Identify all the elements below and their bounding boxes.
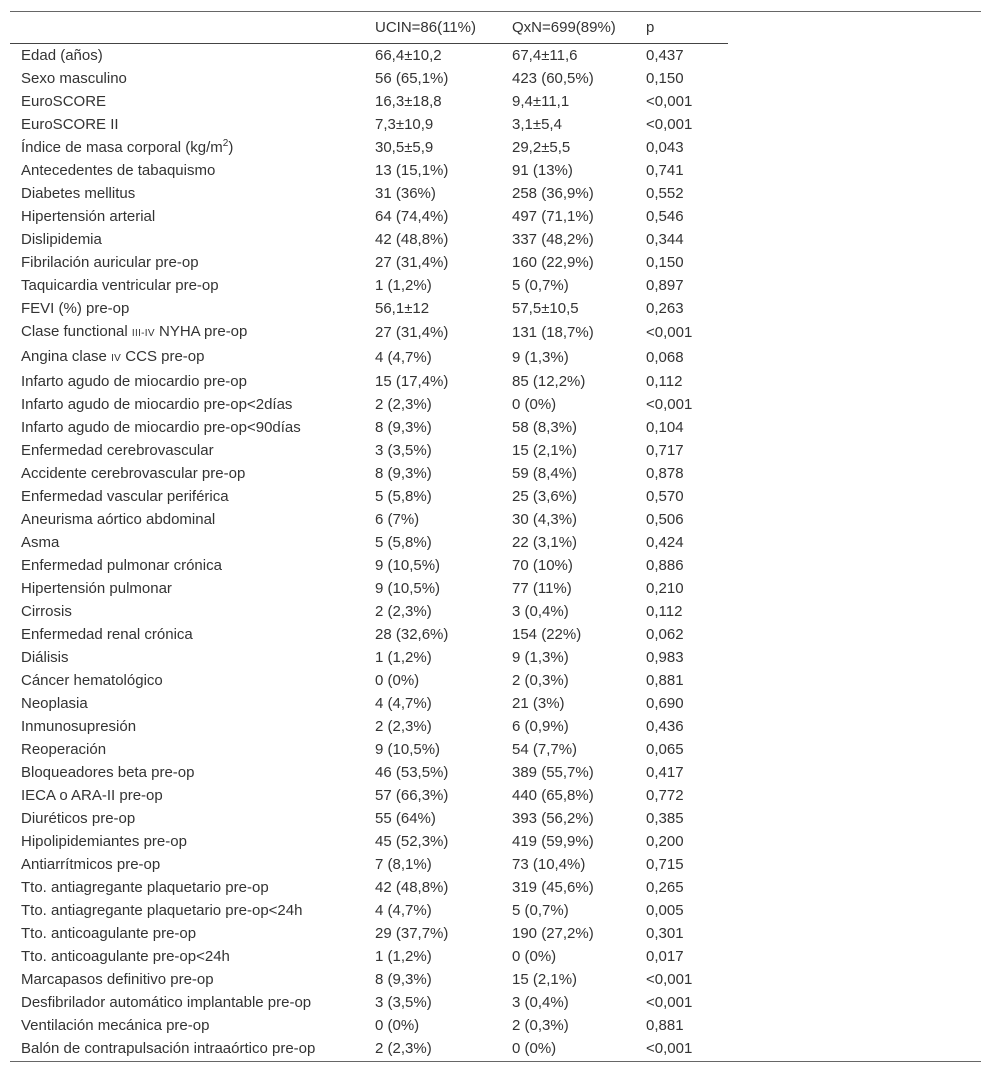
p-value: 0,437 (646, 47, 684, 64)
p-value: 0,717 (646, 442, 684, 459)
table-row (10, 784, 728, 807)
qxn-value: 393 (56,2%) (512, 810, 594, 827)
qxn-value: 15 (2,1%) (512, 971, 578, 988)
table-row (10, 1014, 728, 1037)
qxn-value: 190 (27,2%) (512, 925, 594, 942)
p-value: 0,881 (646, 1017, 684, 1034)
qxn-value: 0 (0%) (512, 396, 557, 413)
table-row (10, 761, 728, 784)
qxn-value: 258 (36,9%) (512, 185, 594, 202)
row-label-text: NYHA pre-op (154, 323, 248, 340)
table-row (10, 44, 728, 68)
table-row (10, 274, 728, 297)
ucin-value: 42 (48,8%) (375, 879, 449, 896)
p-value: <0,001 (646, 1040, 693, 1057)
header-qxn: QxN=699(89%) (512, 19, 616, 36)
row-label: Inmunosupresión (21, 718, 137, 735)
table-row (10, 320, 728, 345)
row-label: Antiarrítmicos pre-op (21, 856, 161, 873)
ucin-value: 27 (31,4%) (375, 254, 449, 271)
qxn-value: 29,2±5,5 (512, 139, 571, 156)
p-value: <0,001 (646, 116, 693, 133)
ucin-value: 5 (5,8%) (375, 488, 432, 505)
ucin-value: 4 (4,7%) (375, 902, 432, 919)
row-label: Enfermedad pulmonar crónica (21, 557, 222, 574)
ucin-value: 57 (66,3%) (375, 787, 449, 804)
row-label: Cirrosis (21, 603, 72, 620)
qxn-value: 25 (3,6%) (512, 488, 578, 505)
table-row (10, 715, 728, 738)
row-label-text: Angina clase (21, 348, 112, 365)
row-label: FEVI (%) pre-op (21, 300, 130, 317)
row-label: Tto. anticoagulante pre-op<24h (21, 948, 230, 965)
row-label: Fibrilación auricular pre-op (21, 254, 199, 271)
qxn-value: 0 (0%) (512, 948, 557, 965)
qxn-value: 67,4±11,6 (512, 47, 578, 64)
p-value: 0,436 (646, 718, 684, 735)
p-value: 0,112 (646, 373, 683, 390)
qxn-value: 0 (0%) (512, 1040, 557, 1057)
p-value: 0,570 (646, 488, 684, 505)
row-label: Infarto agudo de miocardio pre-op (21, 373, 247, 390)
table-row (10, 345, 728, 370)
p-value: 0,983 (646, 649, 684, 666)
p-value: 0,897 (646, 277, 684, 294)
table-body (10, 44, 728, 1061)
table-row (10, 370, 728, 393)
table-row (10, 485, 728, 508)
table-row (10, 182, 728, 205)
ucin-value: 46 (53,5%) (375, 764, 449, 781)
p-value: 0,005 (646, 902, 684, 919)
ucin-value: 9 (10,5%) (375, 580, 441, 597)
qxn-value: 2 (0,3%) (512, 1017, 569, 1034)
row-label-text: ) (228, 139, 234, 156)
row-label: Edad (años) (21, 47, 103, 64)
row-label: Tto. anticoagulante pre-op (21, 925, 197, 942)
p-value: 0,417 (646, 764, 684, 781)
ucin-value: 30,5±5,9 (375, 139, 434, 156)
row-label: Diálisis (21, 649, 69, 666)
row-label: Desfibrilador automático implantable pre-op (21, 994, 312, 1011)
row-label: Enfermedad renal crónica (21, 626, 193, 643)
table-row (10, 600, 728, 623)
header-ucin: UCIN=86(11%) (375, 19, 477, 36)
p-value: 0,150 (646, 254, 684, 271)
p-value: <0,001 (646, 971, 693, 988)
table-row (10, 113, 728, 136)
ucin-value: 8 (9,3%) (375, 971, 432, 988)
ucin-value: 0 (0%) (375, 1017, 420, 1034)
row-label: Bloqueadores beta pre-op (21, 764, 195, 781)
row-label: Enfermedad vascular periférica (21, 488, 229, 505)
ucin-value: 3 (3,5%) (375, 442, 432, 459)
p-value: 0,715 (646, 856, 684, 873)
p-value: 0,265 (646, 879, 684, 896)
table-row (10, 416, 728, 439)
qxn-value: 154 (22%) (512, 626, 582, 643)
row-label: Antecedentes de tabaquismo (21, 162, 216, 179)
qxn-value: 337 (48,2%) (512, 231, 594, 248)
ucin-value: 2 (2,3%) (375, 718, 432, 735)
ucin-value: 5 (5,8%) (375, 534, 432, 551)
row-label: Tto. antiagregante plaquetario pre-op (21, 879, 269, 896)
p-value: 0,546 (646, 208, 684, 225)
qxn-value: 77 (11%) (512, 580, 572, 597)
table-row (10, 462, 728, 485)
ucin-value: 31 (36%) (375, 185, 436, 202)
ucin-value: 27 (31,4%) (375, 324, 449, 341)
ucin-value: 1 (1,2%) (375, 948, 432, 965)
ucin-value: 8 (9,3%) (375, 419, 432, 436)
ucin-value: 1 (1,2%) (375, 649, 432, 666)
p-value: 0,741 (646, 162, 684, 179)
qxn-value: 3,1±5,4 (512, 116, 562, 133)
qxn-value: 85 (12,2%) (512, 373, 586, 390)
ucin-value: 42 (48,8%) (375, 231, 449, 248)
row-label: Reoperación (21, 741, 107, 758)
p-value: 0,506 (646, 511, 684, 528)
table-row (10, 853, 728, 876)
table-row (10, 991, 728, 1014)
table-row (10, 577, 728, 600)
qxn-value: 57,5±10,5 (512, 300, 579, 317)
ucin-value: 28 (32,6%) (375, 626, 449, 643)
table-row (10, 90, 728, 113)
p-value: 0,385 (646, 810, 684, 827)
row-label: EuroSCORE II (21, 116, 119, 133)
qxn-value: 9 (1,3%) (512, 649, 569, 666)
table-row (10, 136, 728, 159)
p-value: 0,068 (646, 349, 684, 366)
table-row (10, 531, 728, 554)
p-value: <0,001 (646, 324, 693, 341)
row-label-text: Clase functional (21, 323, 132, 340)
p-value: <0,001 (646, 396, 693, 413)
qxn-value: 2 (0,3%) (512, 672, 569, 689)
p-value: <0,001 (646, 994, 693, 1011)
table-row (10, 439, 728, 462)
row-label: Dislipidemia (21, 231, 102, 248)
table-row (10, 205, 728, 228)
p-value: 0,104 (646, 419, 684, 436)
p-value: 0,424 (646, 534, 684, 551)
ucin-value: 56,1±12 (375, 300, 430, 317)
qxn-value: 54 (7,7%) (512, 741, 578, 758)
table-row (10, 968, 728, 991)
row-label (10, 345, 375, 370)
row-label: Hipolipidemiantes pre-op (21, 833, 187, 850)
qxn-value: 30 (4,3%) (512, 511, 578, 528)
row-label: EuroSCORE (21, 93, 107, 110)
table-row (10, 669, 728, 692)
table-row (10, 807, 728, 830)
p-value: 0,112 (646, 603, 683, 620)
qxn-value: 59 (8,4%) (512, 465, 578, 482)
ucin-value: 29 (37,7%) (375, 925, 449, 942)
qxn-value: 131 (18,7%) (512, 324, 594, 341)
ucin-value: 45 (52,3%) (375, 833, 449, 850)
p-value: 0,344 (646, 231, 684, 248)
qxn-value: 440 (65,8%) (512, 787, 594, 804)
qxn-value: 423 (60,5%) (512, 70, 594, 87)
qxn-value: 58 (8,3%) (512, 419, 578, 436)
row-label: IECA o ARA-II pre-op (21, 787, 163, 804)
table-row (10, 623, 728, 646)
table-row (10, 738, 728, 761)
table-row (10, 1037, 728, 1060)
table-row (10, 508, 728, 531)
table-row (10, 297, 728, 320)
p-value: 0,552 (646, 185, 684, 202)
table-bottom-rule (10, 1061, 981, 1062)
qxn-value: 160 (22,9%) (512, 254, 594, 271)
ucin-value: 2 (2,3%) (375, 603, 432, 620)
qxn-value: 15 (2,1%) (512, 442, 578, 459)
ucin-value: 66,4±10,2 (375, 47, 442, 64)
table-row (10, 692, 728, 715)
table-row (10, 922, 728, 945)
qxn-value: 5 (0,7%) (512, 277, 569, 294)
ucin-value: 2 (2,3%) (375, 1040, 432, 1057)
qxn-value: 9,4±11,1 (512, 93, 570, 110)
row-label-smallcaps: IV (111, 353, 122, 364)
ucin-value: 7 (8,1%) (375, 856, 432, 873)
qxn-value: 21 (3%) (512, 695, 565, 712)
table-row (10, 646, 728, 669)
qxn-value: 22 (3,1%) (512, 534, 578, 551)
table-row (10, 159, 728, 182)
row-label: Diuréticos pre-op (21, 810, 136, 827)
p-value: <0,001 (646, 93, 693, 110)
p-value: 0,062 (646, 626, 684, 643)
table-row (10, 393, 728, 416)
row-label: Accidente cerebrovascular pre-op (21, 465, 246, 482)
row-label: Infarto agudo de miocardio pre-op<90días (21, 419, 301, 436)
table-row (10, 876, 728, 899)
table-row (10, 67, 728, 90)
ucin-value: 8 (9,3%) (375, 465, 432, 482)
header-p: p (646, 19, 655, 36)
ucin-value: 9 (10,5%) (375, 557, 441, 574)
qxn-value: 6 (0,9%) (512, 718, 569, 735)
ucin-value: 6 (7%) (375, 511, 420, 528)
table-row (10, 945, 728, 968)
row-label: Ventilación mecánica pre-op (21, 1017, 210, 1034)
row-label: Enfermedad cerebrovascular (21, 442, 214, 459)
row-label: Aneurisma aórtico abdominal (21, 511, 216, 528)
row-label: Tto. antiagregante plaquetario pre-op<24h (21, 902, 303, 919)
p-value: 0,301 (646, 925, 684, 942)
p-value: 0,772 (646, 787, 684, 804)
row-label: Neoplasia (21, 695, 88, 712)
ucin-value: 13 (15,1%) (375, 162, 449, 179)
qxn-value: 389 (55,7%) (512, 764, 594, 781)
qxn-value: 91 (13%) (512, 162, 573, 179)
row-label-text: CCS pre-op (121, 348, 205, 365)
qxn-value: 5 (0,7%) (512, 902, 569, 919)
qxn-value: 497 (71,1%) (512, 208, 594, 225)
qxn-value: 419 (59,9%) (512, 833, 594, 850)
header-variable (10, 12, 375, 44)
ucin-value: 4 (4,7%) (375, 695, 432, 712)
table-row (10, 830, 728, 853)
row-label (10, 136, 375, 159)
ucin-value: 4 (4,7%) (375, 349, 432, 366)
p-value: 0,150 (646, 70, 684, 87)
row-label: Balón de contrapulsación intraaórtico pre-op (21, 1040, 316, 1057)
row-label: Hipertensión arterial (21, 208, 156, 225)
ucin-value: 15 (17,4%) (375, 373, 449, 390)
qxn-value: 70 (10%) (512, 557, 573, 574)
row-label-text: Índice de masa corporal (kg/m (21, 139, 223, 156)
row-label: Hipertensión pulmonar (21, 580, 172, 597)
qxn-value: 3 (0,4%) (512, 603, 569, 620)
ucin-value: 7,3±10,9 (375, 116, 434, 133)
ucin-value: 1 (1,2%) (375, 277, 432, 294)
row-label-smallcaps: III-IV (131, 328, 155, 339)
ucin-value: 2 (2,3%) (375, 396, 432, 413)
ucin-value: 3 (3,5%) (375, 994, 432, 1011)
p-value: 0,065 (646, 741, 684, 758)
p-value: 0,043 (646, 139, 684, 156)
p-value: 0,878 (646, 465, 684, 482)
ucin-value: 16,3±18,8 (375, 93, 442, 110)
data-table (10, 12, 728, 1060)
ucin-value: 55 (64%) (375, 810, 436, 827)
table-header-row (10, 12, 728, 44)
p-value: 0,886 (646, 557, 684, 574)
row-label: Marcapasos definitivo pre-op (21, 971, 214, 988)
p-value: 0,017 (646, 948, 684, 965)
row-label (10, 320, 375, 345)
row-label: Taquicardia ventricular pre-op (21, 277, 219, 294)
row-label: Cáncer hematológico (21, 672, 163, 689)
table-row (10, 899, 728, 922)
qxn-value: 319 (45,6%) (512, 879, 594, 896)
ucin-value: 9 (10,5%) (375, 741, 441, 758)
p-value: 0,200 (646, 833, 684, 850)
p-value: 0,263 (646, 300, 684, 317)
row-label: Diabetes mellitus (21, 185, 136, 202)
row-label-superscript: 2 (222, 138, 229, 149)
p-value: 0,881 (646, 672, 684, 689)
table-row (10, 554, 728, 577)
row-label: Infarto agudo de miocardio pre-op<2días (21, 396, 293, 413)
ucin-value: 56 (65,1%) (375, 70, 449, 87)
qxn-value: 9 (1,3%) (512, 349, 569, 366)
ucin-value: 0 (0%) (375, 672, 420, 689)
table-row (10, 228, 728, 251)
qxn-value: 3 (0,4%) (512, 994, 569, 1011)
row-label: Asma (21, 534, 60, 551)
qxn-value: 73 (10,4%) (512, 856, 586, 873)
p-value: 0,210 (646, 580, 684, 597)
p-value: 0,690 (646, 695, 684, 712)
table-row (10, 251, 728, 274)
row-label: Sexo masculino (21, 70, 127, 87)
ucin-value: 64 (74,4%) (375, 208, 449, 225)
